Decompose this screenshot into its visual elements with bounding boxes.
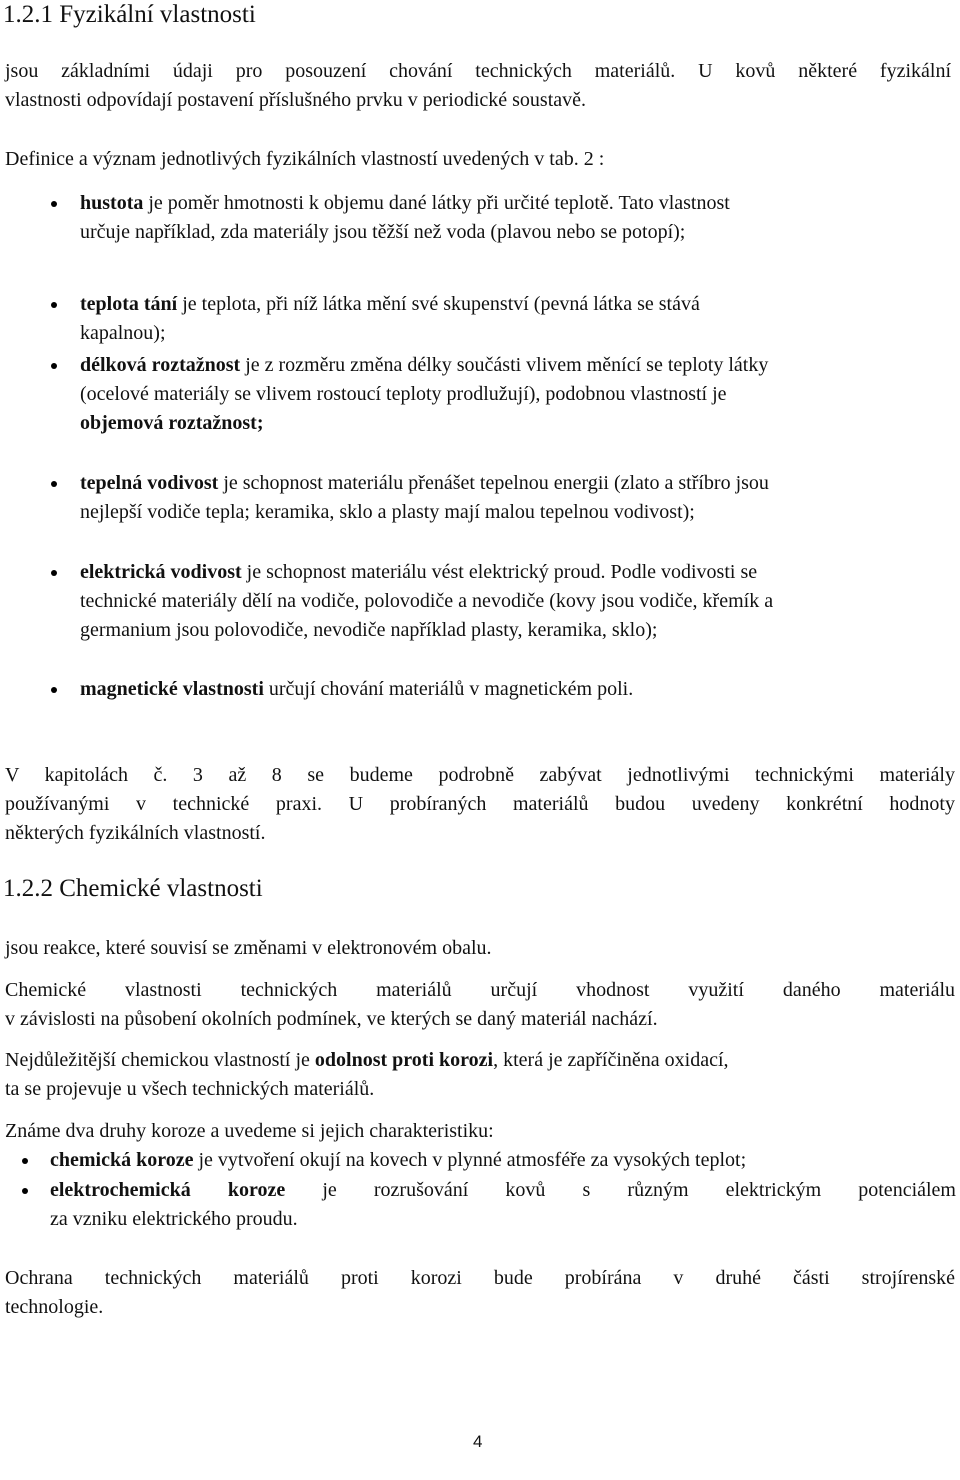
bullet-melting-line-2: kapalnou); [80, 322, 166, 344]
intro-line-2: vlastnosti odpovídají postavení příslušného prvku v periodické soustavě. [5, 89, 587, 111]
bullet-icon [22, 1188, 28, 1194]
term-corrosion-resistance: odolnost proti korozi [314, 1049, 494, 1071]
bullet-thermal-line-2: nejlepší vodiče tepla; keramika, sklo a plasty mají malou tepelnou vodivost); [80, 501, 695, 523]
bullet-icon [51, 570, 57, 576]
bullet-magnetic-line-1: magnetické vlastnosti určují chování materiálů v magnetickém poli. [80, 678, 634, 700]
page-number: 4 [473, 1432, 483, 1451]
term-volume-expansion: objemová roztažnost; [80, 412, 264, 434]
term-melting-point: teplota tání [80, 293, 178, 315]
definition-line: Definice a význam jednotlivých fyzikálních vlastností uvedených v tab. 2 : [5, 148, 605, 170]
bullet-electrical-line-1: elektrická vodivost je schopnost materiálu vést elektrický proud. Podle vodivosti se [80, 561, 758, 583]
term-thermal-conductivity: tepelná vodivost [80, 472, 219, 494]
final-line-1: Ochrana technických materiálů proti korozi bude probírána v druhé části strojírenské [5, 1267, 955, 1289]
final-line-2: technologie. [5, 1296, 104, 1318]
bullet-expansion-line-1: délková roztažnost je z rozměru změna délky součásti vlivem měnící se teploty látky [80, 354, 769, 376]
term-electrical-conductivity: elektrická vodivost [80, 561, 242, 583]
chemical-para2-line-1: Nejdůležitější chemickou vlastností je odolnost proti korozi, která je zapříčiněna oxidací, [5, 1049, 729, 1071]
bullet-icon [51, 302, 57, 308]
chemical-para2-line-2: ta se projevuje u všech technických materiálů. [5, 1078, 375, 1100]
bullet-electrochemical-line-1: elektrochemická koroze je rozrušování kovů s různým elektrickým potenciálem [50, 1179, 956, 1201]
bullet-melting-line-1: teplota tání je teplota, při níž látka mění své skupenství (pevná látka se stává [80, 293, 700, 315]
bullet-icon [51, 363, 57, 369]
bullet-electrical-line-3: germanium jsou polovodiče, nevodiče například plasty, keramika, sklo); [80, 619, 658, 641]
bullet-icon [22, 1158, 28, 1164]
bullet-density-line-1: hustota je poměr hmotnosti k objemu dané látky při určité teplotě. Tato vlastnost [80, 192, 730, 214]
corrosion-types-intro: Známe dva druhy koroze a uvedeme si jejich charakteristiku: [5, 1120, 494, 1142]
section-heading-chemical: 1.2.2 Chemické vlastnosti [3, 875, 263, 902]
bullet-icon [51, 481, 57, 487]
bullet-expansion-line-3 [80, 409, 263, 438]
section-heading-physical: 1.2.1 Fyzikální vlastnosti [3, 1, 256, 28]
bullet-expansion-line-2: (ocelové materiály se vlivem rostoucí teploty prodlužují), podobnou vlastností je [80, 383, 727, 405]
bullet-icon [51, 687, 57, 693]
bullet-thermal-line-1: tepelná vodivost je schopnost materiálu přenášet tepelnou energii (zlato a stříbro jsou [80, 472, 769, 494]
closing-line-2: používanými v technické praxi. U probíraných materiálů budou uvedeny konkrétní hodnoty [5, 793, 955, 815]
bullet-chemical-corrosion: chemická koroze je vytvoření okují na kovech v plynné atmosféře za vysokých teplot; [50, 1149, 747, 1171]
term-chemical-corrosion: chemická koroze [50, 1149, 194, 1171]
chemical-intro: jsou reakce, které souvisí se změnami v elektronovém obalu. [5, 937, 492, 959]
closing-line-3: některých fyzikálních vlastností. [5, 822, 266, 844]
chemical-para1-line-2: v závislosti na působení okolních podmínek, ve kterých se daný materiál nachází. [5, 1008, 658, 1030]
bullet-electrical-line-2: technické materiály dělí na vodiče, polovodiče a nevodiče (kovy jsou vodiče, křemík a [80, 590, 774, 612]
bullet-density-line-2: určuje například, zda materiály jsou těžší než voda (plavou nebo se potopí); [80, 221, 686, 243]
chemical-para1-line-1: Chemické vlastnosti technických materiálů určují vhodnost využití daného materiálu [5, 979, 955, 1001]
intro-line-1: jsou základními údaji pro posouzení chování technických materiálů. U kovů některé fyzikální [5, 60, 951, 82]
term-magnetic-properties: magnetické vlastnosti [80, 678, 264, 700]
term-linear-expansion: délková roztažnost [80, 354, 241, 376]
term-electrochemical-corrosion: elektrochemická koroze [50, 1179, 286, 1201]
term-density: hustota [80, 192, 144, 214]
bullet-electrochemical-line-2: za vzniku elektrického proudu. [50, 1208, 298, 1230]
bullet-icon [51, 201, 57, 207]
closing-line-1: V kapitolách č. 3 až 8 se budeme podrobně zabývat jednotlivými technickými materiály [5, 764, 955, 786]
